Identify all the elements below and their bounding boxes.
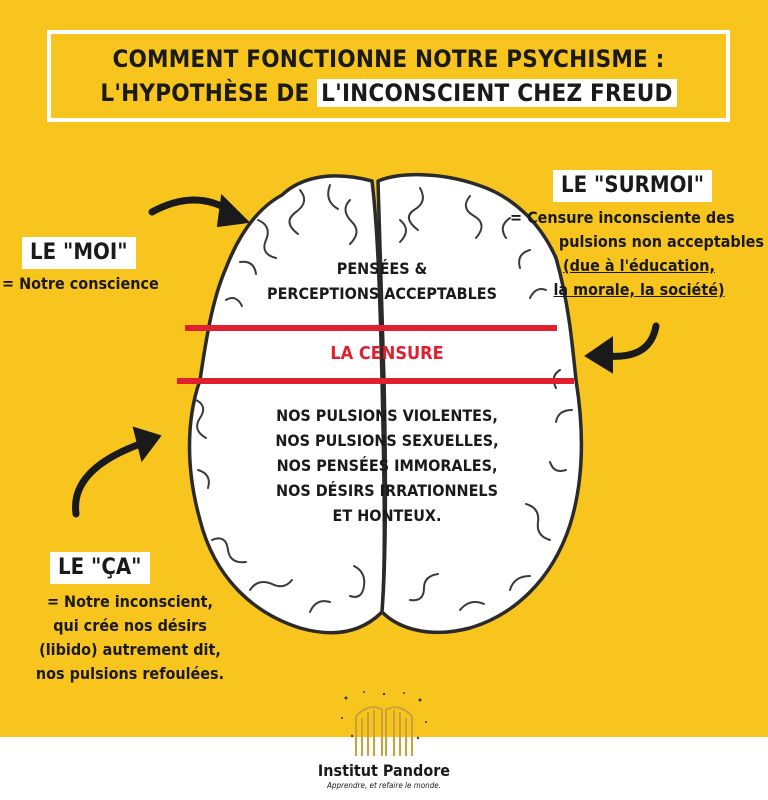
brain-bottom-line: ET HONTEUX. [332,506,442,525]
brand-tagline: Apprendre, et refaire le monde. [326,781,442,790]
moi-label: LE "MOI" [22,237,136,269]
censure-label: LA CENSURE [330,343,444,364]
ca-desc-line: (libido) autrement dit, [39,640,221,659]
arrow-surmoi [586,326,656,372]
moi-description: = Notre conscience [2,274,159,293]
brain-top-text [212,256,552,306]
pandore-gate-logo-icon [334,688,434,760]
brand-name: Institut Pandore [317,761,451,780]
arrow-ca [76,428,160,514]
brain-top-line: PERCEPTIONS ACCEPTABLES [267,284,497,303]
brain-bottom-line: NOS PENSÉES IMMORALES, [276,456,498,475]
brain-bottom-line: NOS DÉSIRS IRRATIONNELS [276,481,498,500]
brain-top-line: PENSÉES & [336,259,428,278]
title-line-1: COMMENT FONCTIONNE NOTRE PSYCHISME : [112,45,665,73]
surmoi-label: LE "SURMOI" [553,170,712,202]
arrow-moi [152,196,248,226]
ca-desc-line: = Notre inconscient, [46,592,213,611]
surmoi-desc-line: pulsions non acceptables [558,232,764,251]
ca-desc-line: nos pulsions refoulées. [35,664,225,683]
brain-bottom-text [212,403,562,528]
ca-description [10,590,250,686]
surmoi-desc-line: = Censure inconsciente des [510,208,735,227]
title-highlight: L'INCONSCIENT CHEZ FREUD [317,79,676,107]
ca-desc-line: qui crée nos désirs [53,616,207,635]
title-line-2-prefix: L'HYPOTHÈSE DE [100,79,318,107]
surmoi-desc-line: la morale, la société) [553,280,725,299]
brain-bottom-line: NOS PULSIONS VIOLENTES, [276,406,498,425]
surmoi-desc-line: (due à l'éducation, [563,256,715,275]
ca-label: LE "ÇA" [50,552,150,584]
brain-bottom-line: NOS PULSIONS SEXUELLES, [275,431,499,450]
surmoi-description [510,206,768,302]
